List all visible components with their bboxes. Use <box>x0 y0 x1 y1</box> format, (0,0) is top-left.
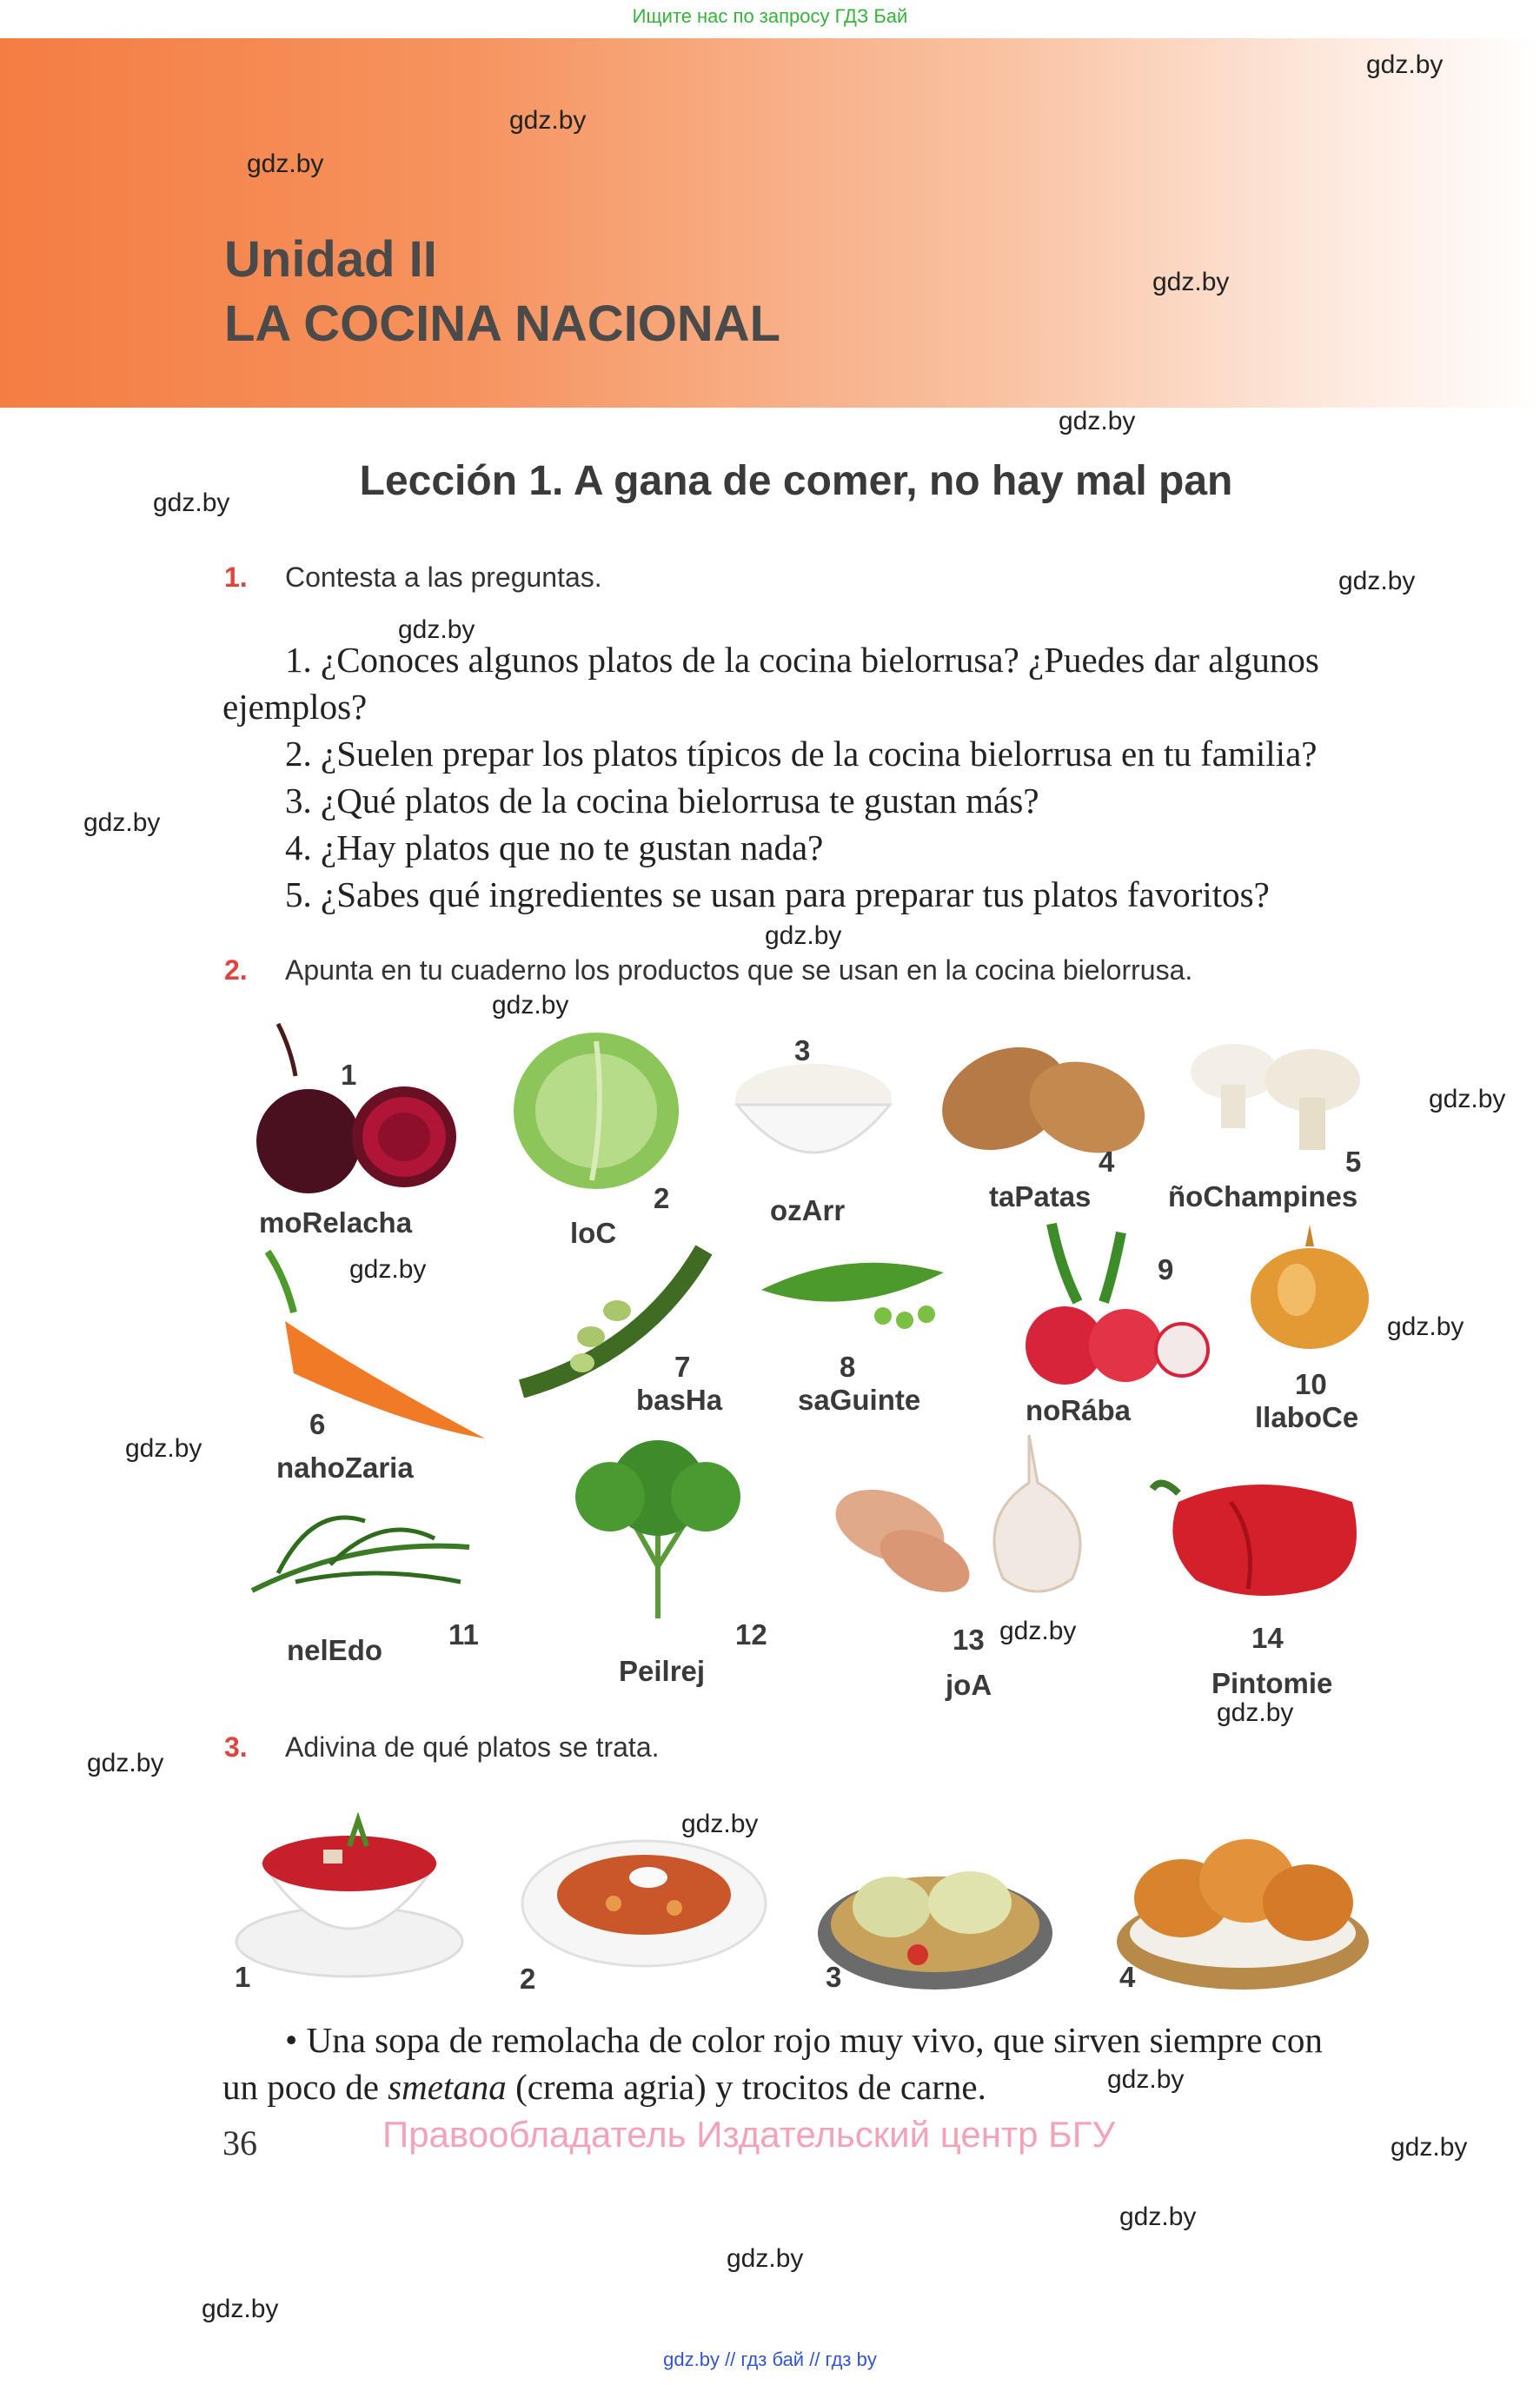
watermark: gdz.by <box>727 2244 804 2273</box>
question-2: 2. ¿Suelen prepar los platos típicos de la cocina bielorrusa en tu familia? <box>285 734 1318 774</box>
dish-1-number: 1 <box>235 1961 251 1993</box>
dill-image <box>243 1486 478 1608</box>
footer-links[interactable]: gdz.by // гдз бай // гдз by <box>663 2348 877 2370</box>
rice-bowl-image <box>727 1057 900 1187</box>
watermark: gdz.by <box>1391 2133 1468 2162</box>
exercise-2-instruction: Apunta en tu cuaderno los productos que se usan en la cocina bielorrusa. <box>285 954 1193 986</box>
potatoes-image <box>935 1029 1152 1168</box>
item-9-word: noRába <box>1026 1394 1132 1426</box>
watermark: gdz.by <box>83 808 161 837</box>
copyright-notice: Правообладатель Издательский центр БГУ <box>382 2114 1116 2155</box>
watermark: gdz.by <box>765 921 842 950</box>
onion-image <box>1245 1220 1375 1351</box>
item-10-word: llaboCe <box>1255 1401 1359 1433</box>
pepper-image <box>1144 1467 1370 1598</box>
watermark: gdz.by <box>1429 1085 1506 1113</box>
item-6-word: nahoZaria <box>276 1452 414 1484</box>
item-10-number: 10 <box>1295 1368 1327 1400</box>
watermark: gdz.by <box>1107 2065 1185 2094</box>
watermark: gdz.by <box>1119 2202 1197 2231</box>
borscht-image <box>228 1794 471 1985</box>
item-5-word: ñoChampines <box>1168 1180 1358 1212</box>
peas-image <box>753 1238 953 1351</box>
question-3: 3. ¿Qué platos de la cocina bielorrusa te gustan más? <box>285 781 1039 820</box>
lesson-title: Lección 1. A gana de comer, no hay mal pan <box>359 458 1233 504</box>
question-1-cont: ejemplos? <box>222 687 368 727</box>
riddle-text-line1: • Una sopa de remolacha de color rojo muy vivo, que sirven siempre con <box>285 2020 1323 2060</box>
watermark: gdz.by <box>398 615 475 644</box>
item-4-word: taPatas <box>989 1180 1092 1212</box>
exercise-3-instruction: Adivina de qué platos se trata. <box>285 1731 660 1763</box>
unit-title <box>224 228 780 356</box>
question-4: 4. ¿Hay platos que no te gustan nada? <box>285 827 824 867</box>
item-2-word: loC <box>570 1217 617 1249</box>
watermark: gdz.by <box>247 149 324 178</box>
item-13-number: 13 <box>953 1624 985 1656</box>
watermark: gdz.by <box>1387 1312 1464 1341</box>
exercise-1-instruction: Contesta a las preguntas. <box>285 561 602 593</box>
dish-2-number: 2 <box>520 1963 536 1995</box>
item-3-number: 3 <box>794 1034 811 1066</box>
item-1-word: moRelacha <box>259 1206 413 1239</box>
item-3-word: ozArr <box>770 1194 846 1226</box>
item-12-number: 12 <box>735 1618 767 1651</box>
exercise-2-number: 2. <box>224 954 248 986</box>
exercise-3-number: 3. <box>224 1731 248 1763</box>
watermark: gdz.by <box>1217 1698 1294 1727</box>
carrot-image <box>233 1243 494 1443</box>
watermark: gdz.by <box>153 488 230 517</box>
item-1-number: 1 <box>341 1059 357 1091</box>
garlic-image <box>820 1431 1107 1604</box>
item-5-number: 5 <box>1345 1146 1362 1178</box>
unit-number: Unidad II <box>224 231 437 288</box>
item-9-number: 9 <box>1158 1253 1174 1286</box>
item-11-number: 11 <box>448 1618 479 1651</box>
item-2-number: 2 <box>654 1182 670 1214</box>
watermark: gdz.by <box>1152 268 1230 296</box>
item-6-number: 6 <box>309 1408 326 1440</box>
item-8-number: 8 <box>840 1351 856 1383</box>
item-4-number: 4 <box>1099 1146 1115 1178</box>
cabbage-image <box>509 1024 683 1198</box>
item-12-word: Peilrej <box>619 1655 706 1687</box>
radish-image <box>982 1215 1225 1398</box>
item-13-word: joA <box>946 1669 992 1701</box>
question-1: 1. ¿Conoces algunos platos de la cocina bielorrusa? ¿Puedes dar algunos <box>285 640 1319 680</box>
parsley-image <box>558 1418 758 1627</box>
item-11-word: nelEdo <box>287 1634 383 1666</box>
item-8-word: saGuinte <box>798 1384 921 1416</box>
item-14-number: 14 <box>1251 1622 1284 1654</box>
soup-image <box>518 1808 770 1973</box>
watermark: gdz.by <box>999 1617 1077 1645</box>
dish-3-number: 3 <box>826 1961 842 1993</box>
watermark: gdz.by <box>492 991 569 1020</box>
watermark: gdz.by <box>202 2295 279 2323</box>
riddle-text-line2: un poco de smetana (crema agria) y trocitos de carne. <box>222 2067 986 2107</box>
watermark: gdz.by <box>1366 50 1444 79</box>
item-7-number: 7 <box>674 1351 691 1383</box>
watermark: gdz.by <box>681 1810 759 1838</box>
question-5: 5. ¿Sabes qué ingredientes se usan para preparar tus platos favoritos? <box>285 874 1270 914</box>
watermark: gdz.by <box>1059 407 1136 435</box>
dish-4-number: 4 <box>1119 1961 1136 1993</box>
item-14-word: Pintomie <box>1211 1667 1333 1699</box>
pies-basket-image <box>1112 1803 1373 1994</box>
watermark: gdz.by <box>349 1255 427 1284</box>
watermark: gdz.by <box>509 106 587 135</box>
mushrooms-image <box>1182 1033 1373 1163</box>
item-7-word: basHa <box>636 1384 723 1416</box>
page-number: 36 <box>222 2123 257 2162</box>
unit-name: LA COCINA NACIONAL <box>224 296 781 352</box>
beet-image <box>243 1015 469 1206</box>
watermark: gdz.by <box>87 1749 164 1777</box>
exercise-1-number: 1. <box>224 561 248 593</box>
top-search-banner[interactable]: Ищите нас по запросу ГДЗ Бай <box>632 5 908 27</box>
watermark: gdz.by <box>1338 567 1416 595</box>
watermark: gdz.by <box>125 1434 202 1463</box>
cabbage-rolls-image <box>813 1803 1057 1994</box>
